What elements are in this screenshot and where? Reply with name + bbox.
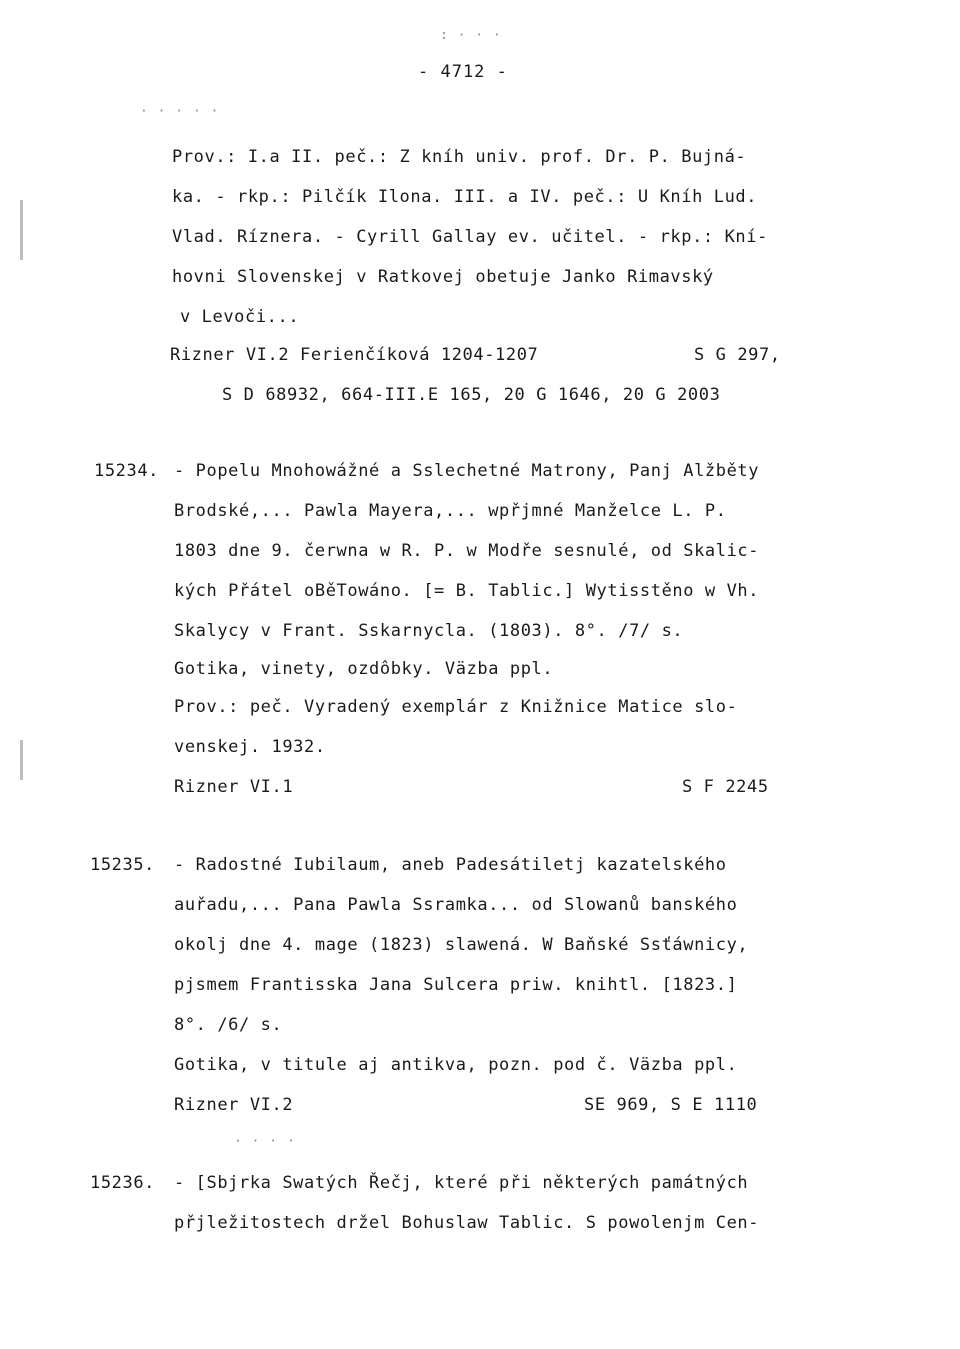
rizner-reference: Rizner VI.2 Ferienčíková 1204-1207 — [170, 345, 539, 365]
entry-number: 15235. — [90, 855, 156, 875]
entry-line: okolj dne 4. mage (1823) slawená. W Baňské Ssťáwnicy, — [174, 935, 749, 955]
entry-line: kých Přátel oBěTowáno. [= B. Tablic.] Wytisstěno w Vh. — [174, 581, 760, 601]
entry-line: - Popelu Mnohowážné a Sslechetné Matrony, Panj Alžběty — [174, 461, 760, 481]
entry-line: přjležitostech držel Bohuslaw Tablic. S powolenjm Cen- — [174, 1213, 760, 1233]
rizner-reference: Rizner VI.1 — [174, 777, 294, 797]
entry-line: 1803 dne 9. čerwna w R. P. w Modře sesnulé, od Skalic- — [174, 541, 760, 561]
shelf-signature-line: S D 68932, 664-III.E 165, 20 G 1646, 20 G 2003 — [222, 385, 721, 405]
entry-line: Vlad. Ríznera. - Cyrill Gallay ev. učitel. - rkp.: Kní- — [172, 227, 768, 247]
entry-number: 15236. — [90, 1173, 156, 1193]
shelf-signature: S F 2245 — [682, 777, 769, 797]
entry-line: auřadu,... Pana Pawla Ssramka... od Slowanů banského — [174, 895, 738, 915]
entry-line: hovni Slovenskej v Ratkovej obetuje Janko Rimavský — [172, 267, 714, 287]
entry-line: Prov.: I.a II. peč.: Z kníh univ. prof. Dr. P. Bujná- — [172, 147, 747, 167]
entry-line: Brodské,... Pawla Mayera,... wpřjmné Manželce L. P. — [174, 501, 727, 521]
entry-line: - Radostné Iubilaum, aneb Padesátiletj kazatelského — [174, 855, 727, 875]
entry-line: 8°. /6/ s. — [174, 1015, 283, 1035]
entry-line: v Levoči... — [180, 307, 300, 327]
entry-number: 15234. — [94, 461, 160, 481]
entry-line: ka. - rkp.: Pilčík Ilona. III. a IV. peč.: U Kníh Lud. — [172, 187, 758, 207]
entry-line: Gotika, vinety, ozdôbky. Väzba ppl. — [174, 659, 554, 679]
entry-line: - [Sbjrka Swatých Řečj, které při některých památných — [174, 1173, 749, 1193]
shelf-signature: S G 297, — [694, 345, 781, 365]
page-number: - 4712 - — [418, 62, 508, 82]
entry-line: pjsmem Frantisska Jana Sulcera priw. knihtl. [1823.] — [174, 975, 738, 995]
margin-mark — [20, 740, 23, 780]
margin-mark — [20, 200, 23, 260]
scan-noise-mid: · · · · — [234, 1134, 296, 1149]
entry-line: Prov.: peč. Vyradený exemplár z Knižnice Matice slo- — [174, 697, 738, 717]
rizner-reference: Rizner VI.2 — [174, 1095, 294, 1115]
entry-line: Skalycy v Frant. Sskarnycla. (1803). 8°. /7/ s. — [174, 621, 684, 641]
entry-line: Gotika, v titule aj antikva, pozn. pod č. Väzba ppl. — [174, 1055, 738, 1075]
scan-noise-left: · · · · · — [140, 104, 220, 119]
entry-line: venskej. 1932. — [174, 737, 326, 757]
scan-noise-top: : · · · — [440, 28, 502, 43]
shelf-signature: SE 969, S E 1110 — [584, 1095, 758, 1115]
